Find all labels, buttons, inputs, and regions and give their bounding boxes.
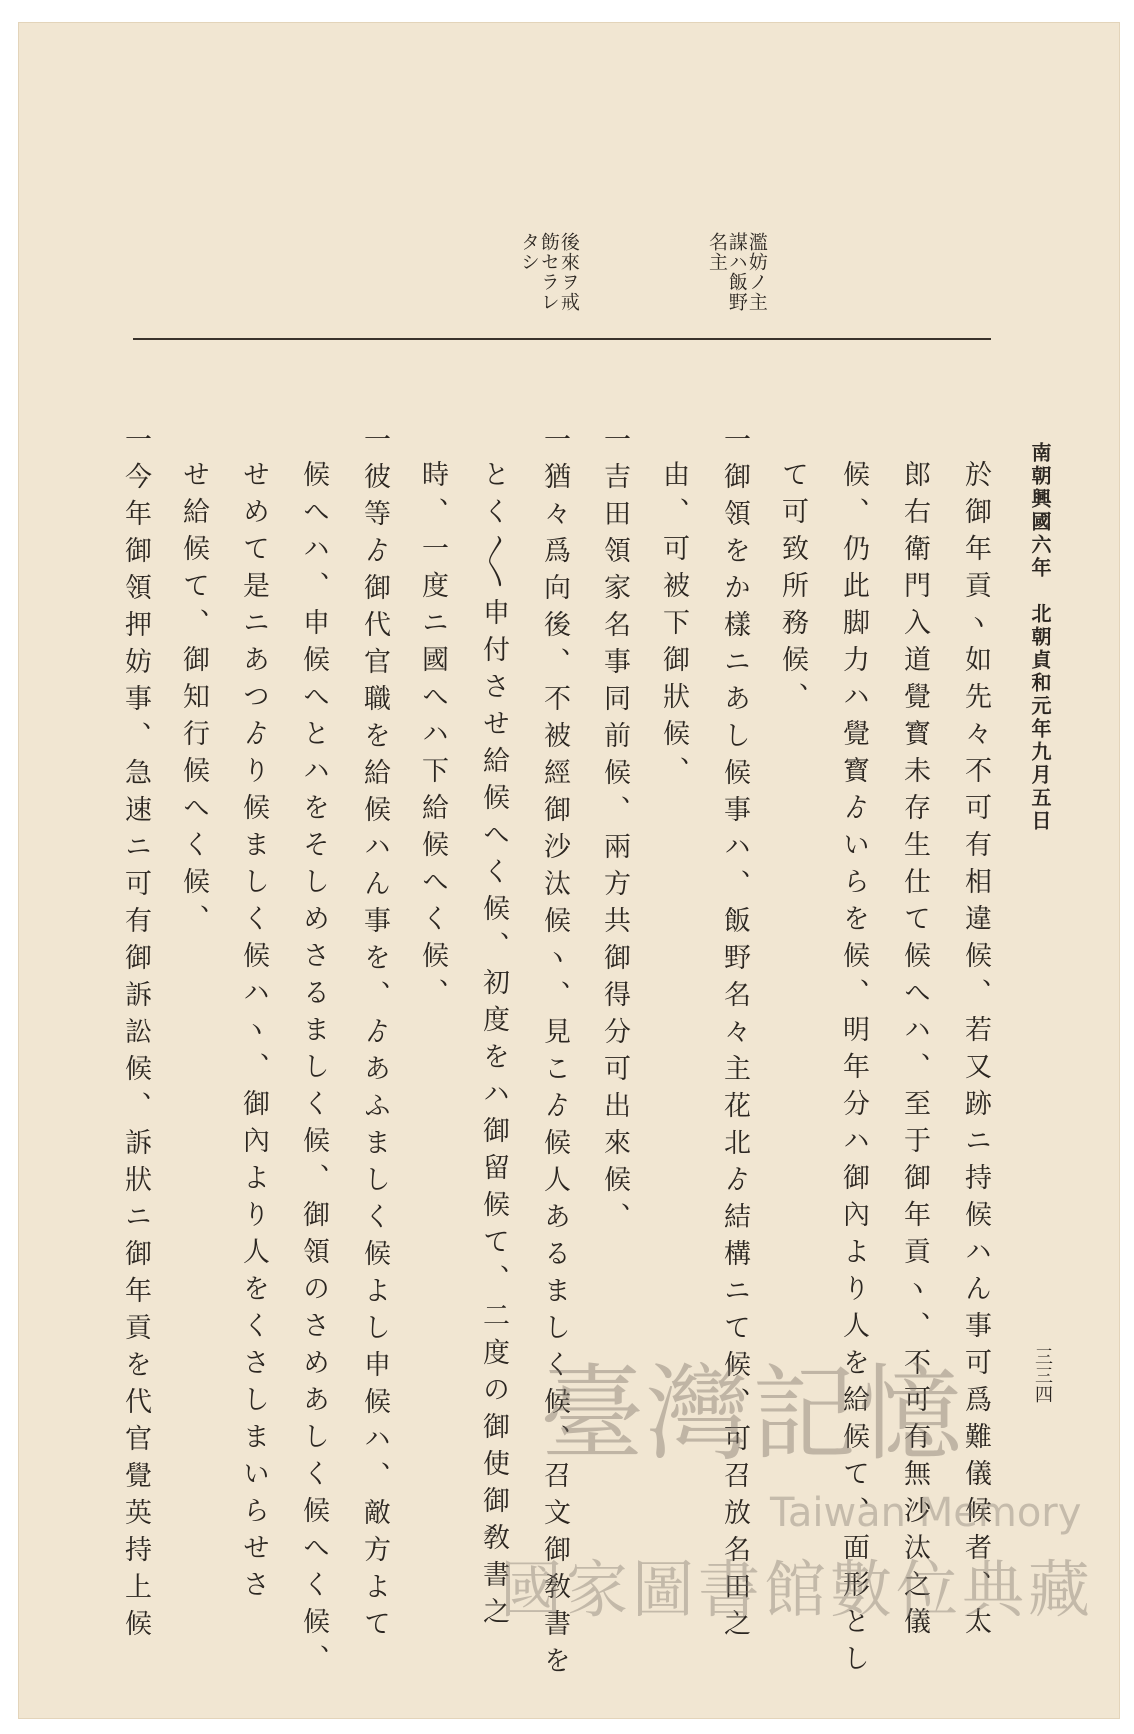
page-number: 三三四: [1032, 1347, 1053, 1404]
header-title: 南朝興國六年 北朝貞和元年九月五日: [1028, 442, 1052, 833]
text-line: 時、一度ニ國へハ下給候へく候、: [417, 460, 448, 1015]
text-line: 於御年貢ヽ如先々不可有相違候、若又跡ニ持候ハん事可爲難儀候者、太: [960, 460, 991, 1644]
margin-note-2: [518, 232, 578, 312]
margin-note-line: 飭セラレ: [537, 232, 560, 312]
text-line: 一御領をか樣ニあし候事ハ、飯野名々主花北ゟ結構ニて候、可召放名田之: [719, 425, 750, 1646]
watermark-latin: Taiwan Memory: [770, 1490, 1082, 1536]
margin-note-line: 名主: [705, 232, 728, 272]
text-line: せ給候て、御知行候へく候、: [178, 460, 209, 941]
margin-note-line: タシ: [517, 232, 540, 272]
margin-note-line: 濫妨ノ主: [745, 232, 768, 312]
watermark: [500, 1320, 1100, 1640]
header-rule: [133, 338, 991, 340]
watermark-org: 國家圖書館數位典藏: [500, 1553, 1095, 1626]
watermark-logo-glyphs: 臺灣記憶: [540, 1353, 965, 1475]
text-line: て可致所務候、: [777, 460, 808, 719]
text-line: 郎右衛門入道覺寳未存生仕て候へハ、至于御年貢ヽ、不可有無沙汰之儀: [899, 460, 930, 1644]
text-line: 一猶々爲向後、不被經御沙汰候ヽ、見こゟ候人あるましく候、召文御敎書を: [539, 425, 570, 1683]
text-line: 候へハ、申候へとハをそしめさるましく候、御領のさめあしく候へく候、: [298, 460, 329, 1681]
text-line: 候、仍此脚力ハ覺寳ゟいらを候、明年分ハ御內より人を給候て、面形とし: [838, 460, 869, 1681]
margin-note-1: [706, 232, 766, 312]
margin-note-line: 謀ハ飯野: [725, 232, 748, 312]
text-line: 由、可被下御狀候、: [658, 460, 689, 793]
text-line: 一彼等ゟ御代官職を給候ハん事を、ゟあふましく候よし申候ハ、敵方よて: [359, 425, 390, 1646]
text-line: 一今年御領押妨事、急速ニ可有御訴訟候、訴狀ニ御年貢を代官覺英持上候: [120, 425, 151, 1646]
text-line: せめて是ニあつゟり候ましく候ハヽ、御內より人をくさしまいらせさ: [238, 460, 269, 1607]
text-line: 一吉田領家名事同前候、兩方共御得分可出來候、: [599, 425, 630, 1239]
text-line: とく〳〵申付させ給候へく候、初度をハ御留候て、二度の御使御敎書之: [478, 460, 509, 1634]
margin-note-line: 後來ヲ戒: [557, 232, 580, 312]
